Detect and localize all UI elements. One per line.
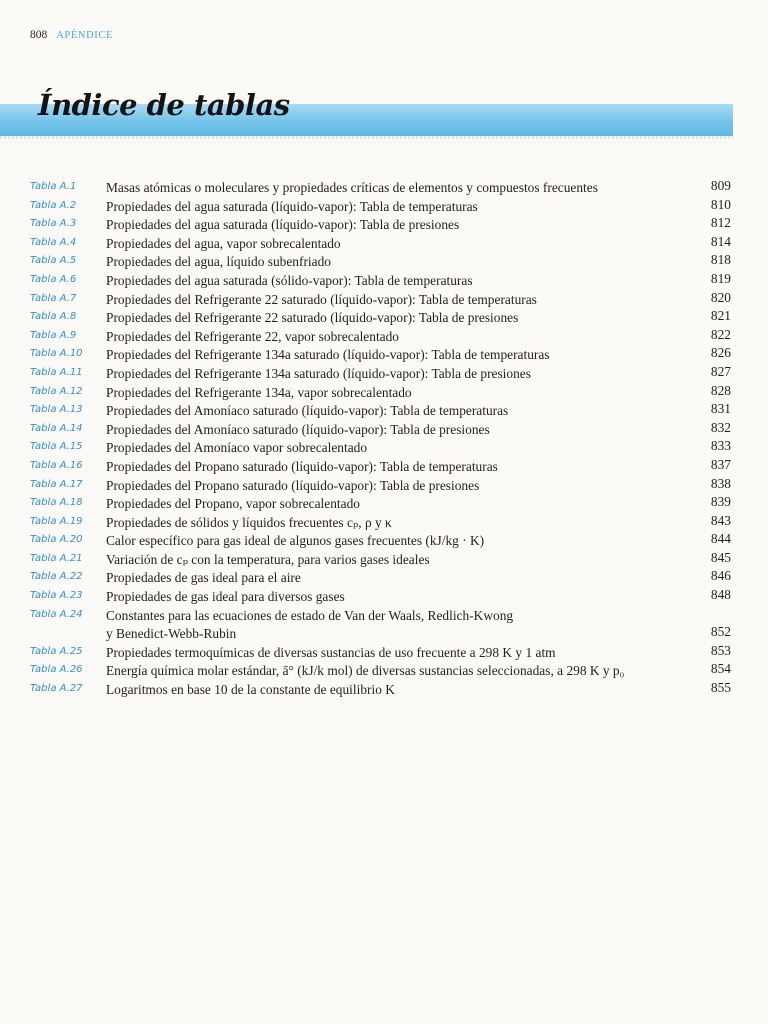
table-label: Tabla A.5 — [30, 255, 77, 267]
page-ref: 853 — [710, 642, 731, 658]
page-ref: 814 — [710, 233, 731, 249]
table-title: Propiedades del agua, líquido subenfriado — [106, 254, 331, 270]
page-ref: 828 — [710, 382, 731, 398]
page-ref: 837 — [710, 456, 731, 472]
page-ref: 812 — [710, 215, 731, 231]
table-label: Tabla A.26 — [30, 664, 83, 676]
table-title: Propiedades de gas ideal para el aire — [106, 570, 301, 586]
list-item[interactable] — [0, 197, 768, 216]
page-ref: 827 — [710, 363, 731, 379]
page-ref: 819 — [710, 270, 731, 286]
table-title: Propiedades del agua saturada (líquido-vapor): Tabla de temperaturas — [106, 198, 478, 214]
list-item[interactable] — [0, 587, 768, 606]
list-item[interactable] — [0, 420, 768, 439]
list-item[interactable] — [0, 606, 768, 643]
table-title: Propiedades del agua saturada (líquido-vapor): Tabla de presiones — [106, 217, 460, 233]
table-label: Tabla A.11 — [30, 366, 83, 378]
list-item[interactable] — [0, 568, 768, 587]
page-ref: 848 — [710, 587, 731, 603]
table-title: Propiedades del Amoníaco saturado (líquido-vapor): Tabla de temperaturas — [106, 403, 509, 419]
table-label: Tabla A.10 — [30, 348, 83, 360]
table-title: Propiedades del Refrigerante 22, vapor sobrecalentado — [106, 328, 399, 344]
table-label: Tabla A.14 — [30, 422, 83, 434]
list-item[interactable] — [0, 661, 768, 680]
table-label: Tabla A.3 — [30, 218, 77, 230]
table-label: Tabla A.27 — [30, 683, 83, 695]
page-ref: 822 — [710, 326, 731, 342]
table-label: Tabla A.22 — [30, 571, 83, 583]
table-title: Propiedades del Propano saturado (líquido-vapor): Tabla de temperaturas — [106, 458, 498, 474]
table-label: Tabla A.2 — [30, 199, 77, 211]
table-title: Propiedades del Propano saturado (líquido-vapor): Tabla de presiones — [106, 477, 480, 493]
page-ref: 854 — [710, 661, 731, 677]
running-head — [30, 28, 113, 43]
list-item[interactable] — [0, 178, 768, 197]
table-title: Propiedades de sólidos y líquidos frecuentes cₚ, ρ y κ — [106, 514, 392, 530]
section-name: APÉNDICE — [56, 30, 113, 41]
page-ref: 846 — [710, 568, 731, 584]
list-item[interactable] — [0, 680, 768, 699]
table-label: Tabla A.8 — [30, 311, 77, 323]
list-item[interactable] — [0, 494, 768, 513]
list-item[interactable] — [0, 290, 768, 309]
table-label: Tabla A.6 — [30, 273, 77, 285]
table-title: Propiedades de gas ideal para diversos gases — [106, 589, 345, 605]
list-item[interactable] — [0, 550, 768, 569]
table-label: Tabla A.19 — [30, 515, 83, 527]
table-title: Propiedades del Refrigerante 22 saturado (líquido-vapor): Tabla de presiones — [106, 310, 519, 326]
table-label: Tabla A.21 — [30, 552, 83, 564]
list-item[interactable] — [0, 327, 768, 346]
table-title: Logaritmos en base 10 de la constante de equilibrio K — [106, 682, 395, 698]
table-label: Tabla A.4 — [30, 236, 77, 248]
table-label: Tabla A.1 — [30, 181, 77, 192]
table-label: Tabla A.7 — [30, 292, 77, 304]
list-item[interactable] — [0, 345, 768, 364]
page-ref: 832 — [710, 419, 731, 435]
table-title: Propiedades del Refrigerante 22 saturado (líquido-vapor): Tabla de temperaturas — [106, 291, 537, 307]
table-title: Energía química molar estándar, ā° (kJ/k mol) de diversas sustancias seleccionadas, a 298 K y p₀ — [106, 663, 625, 679]
page-ref: 839 — [710, 494, 731, 510]
table-title: Propiedades del Refrigerante 134a, vapor sobrecalentado — [106, 384, 412, 400]
table-label: Tabla A.15 — [30, 441, 83, 453]
page-ref: 809 — [710, 178, 731, 193]
table-label: Tabla A.20 — [30, 534, 83, 546]
page-ref: 843 — [710, 512, 731, 528]
table-title: Constantes para las ecuaciones de estado de Van der Waals, Redlich-Kwong y Benedict-Webb-Rubin — [106, 607, 514, 642]
list-item[interactable] — [0, 308, 768, 327]
page-ref: 855 — [710, 680, 731, 696]
table-label: Tabla A.24 — [30, 608, 83, 620]
table-label: Tabla A.16 — [30, 459, 83, 471]
list-item[interactable] — [0, 215, 768, 234]
list-item[interactable] — [0, 271, 768, 290]
list-item[interactable] — [0, 252, 768, 271]
list-item[interactable] — [0, 364, 768, 383]
page-ref: 821 — [710, 308, 731, 324]
page-ref: 838 — [710, 475, 731, 491]
table-title: Propiedades del Propano, vapor sobrecalentado — [106, 496, 360, 512]
table-title: Calor específico para gas ideal de algunos gases frecuentes (kJ/kg · K) — [106, 533, 485, 549]
page-number: 808 — [30, 29, 48, 41]
list-item[interactable] — [0, 643, 768, 662]
list-item[interactable] — [0, 401, 768, 420]
table-label: Tabla A.18 — [30, 497, 83, 509]
table-label: Tabla A.25 — [30, 645, 83, 657]
table-title: Variación de cₚ con la temperatura, para varios gases ideales — [106, 551, 430, 567]
page-ref: 820 — [710, 289, 731, 305]
list-item[interactable] — [0, 234, 768, 253]
page-ref: 810 — [710, 196, 731, 212]
page-title: Índice de tablas — [38, 88, 290, 122]
list-item[interactable] — [0, 438, 768, 457]
page-ref: 818 — [710, 252, 731, 268]
table-label: Tabla A.13 — [30, 404, 83, 416]
table-title: Propiedades del agua saturada (sólido-vapor): Tabla de temperaturas — [106, 272, 473, 288]
table-title: Propiedades del Refrigerante 134a saturado (líquido-vapor): Tabla de presiones — [106, 365, 531, 381]
table-title: Masas atómicas o moleculares y propiedades críticas de elementos y compuestos frecuentes — [106, 180, 598, 195]
list-item[interactable] — [0, 531, 768, 550]
table-label: Tabla A.12 — [30, 385, 83, 397]
page-ref: 833 — [710, 438, 731, 454]
page-ref: 845 — [710, 549, 731, 565]
page-ref: 826 — [710, 345, 731, 361]
table-of-contents — [0, 178, 768, 699]
table-title: Propiedades termoquímicas de diversas sustancias de uso frecuente a 298 K y 1 atm — [106, 644, 556, 660]
list-item[interactable] — [0, 513, 768, 532]
list-item[interactable] — [0, 476, 768, 495]
table-label: Tabla A.23 — [30, 590, 83, 602]
table-label: Tabla A.9 — [30, 329, 77, 341]
page-ref: 844 — [710, 531, 731, 547]
page-ref: 852 — [710, 624, 731, 640]
table-title: Propiedades del Amoníaco vapor sobrecalentado — [106, 440, 368, 456]
list-item[interactable] — [0, 383, 768, 402]
page-ref: 831 — [710, 401, 731, 417]
table-title: Propiedades del agua, vapor sobrecalentado — [106, 235, 341, 251]
table-label: Tabla A.17 — [30, 478, 83, 490]
list-item[interactable] — [0, 457, 768, 476]
table-title: Propiedades del Refrigerante 134a saturado (líquido-vapor): Tabla de temperaturas — [106, 347, 550, 363]
table-title: Propiedades del Amoníaco saturado (líquido-vapor): Tabla de presiones — [106, 421, 490, 437]
